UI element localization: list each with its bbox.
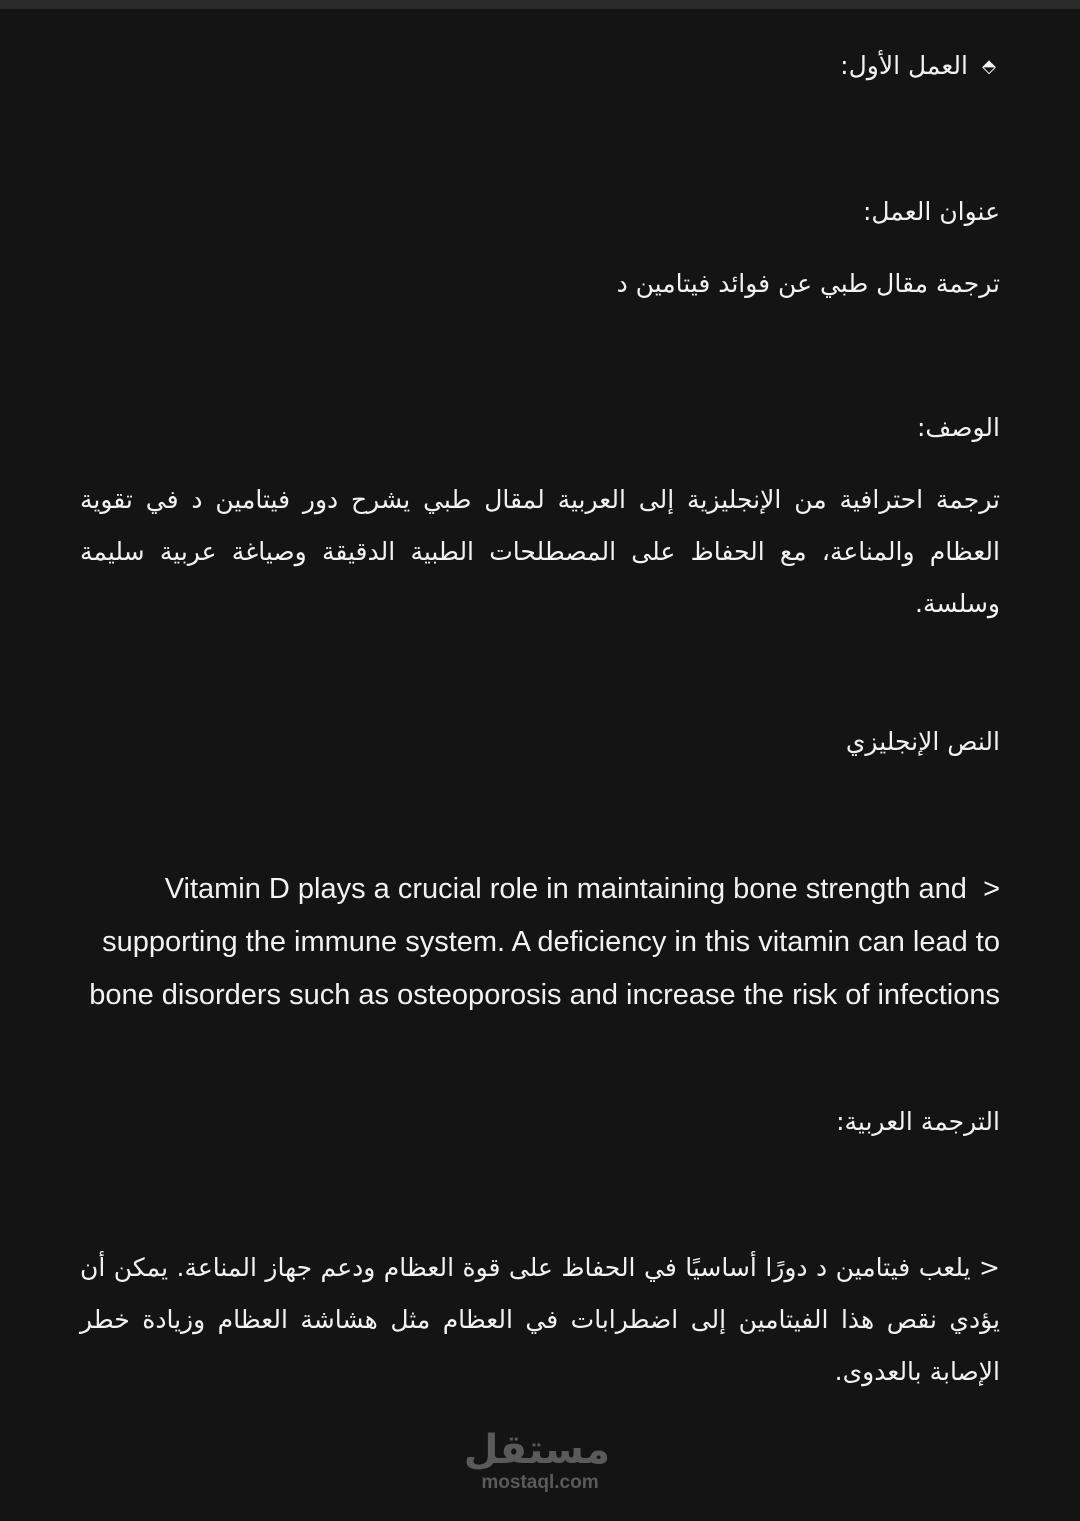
diamond-arrows-icon: ⬘ <box>982 56 996 77</box>
arabic-text-body: يلعب فيتامين د دورًا أساسيًا في الحفاظ على قوة العظام ودعم جهاز المناعة. يمكن أن يؤدي نقص هذا الفيتامين إلى اضطرابات في العظام مثل هشاشة العظام وزيادة خطر الإصابة بالعدوى. <box>80 1253 1000 1386</box>
watermark-brand-en: mostaql.com <box>481 1472 599 1493</box>
description-text: ترجمة احترافية من الإنجليزية إلى العربية لمقال طبي يشرح دور فيتامين د في تقوية العظام والمناعة، مع الحفاظ على المصطلحات الطبية الدقيقة وصياغة عربية سليمة وسلسة. <box>80 485 1000 618</box>
work-heading-text: العمل الأول: <box>840 51 968 80</box>
top-status-strip <box>0 0 1080 9</box>
arabic-label: الترجمة العربية: <box>836 1107 1000 1136</box>
mostaql-watermark <box>463 1427 610 1494</box>
english-text-body: Vitamin D plays a crucial role in maintaining bone strength and supporting the immune system. A deficiency in this vitamin can lead to bone disorders such as osteoporosis and increase the risk of infections <box>89 873 1000 1011</box>
work-heading <box>80 40 1000 93</box>
description-label: الوصف: <box>916 413 1000 442</box>
arabic-text: < يلعب فيتامين د دورًا أساسيًا في الحفاظ على قوة العظام ودعم جهاز المناعة. يمكن أن يؤدي نقص هذا الفيتامين إلى اضطرابات في العظام مثل هشاشة العظام وزيادة خطر الإصابة بالعدوى. <box>80 1253 1000 1386</box>
watermark-brand-ar: مستقل <box>463 1427 610 1473</box>
english-text: < Vitamin D plays a crucial role in maintaining bone strength and supporting the immune system. A deficiency in this vitamin can lead to bone disorders such as osteoporosis and increase the risk of infections <box>89 873 1000 1011</box>
title-label: عنوان العمل: <box>862 197 1000 226</box>
english-label: النص الإنجليزي <box>845 727 1000 756</box>
title-value: ترجمة مقال طبي عن فوائد فيتامين د <box>616 269 1000 298</box>
